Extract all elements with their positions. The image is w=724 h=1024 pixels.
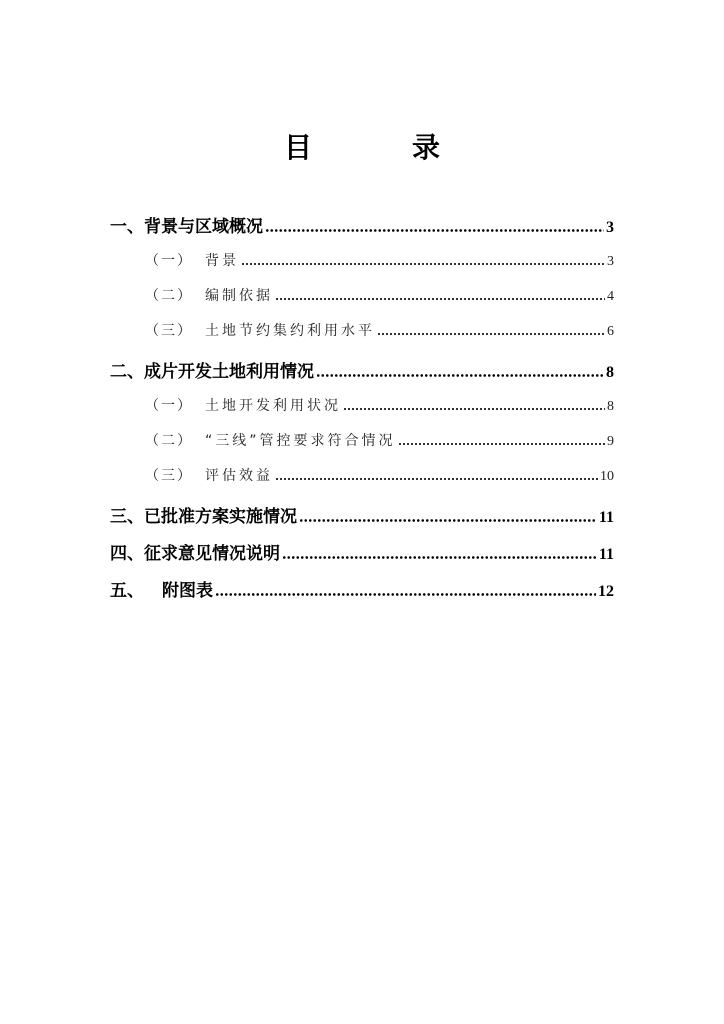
toc-entry-number: 三、 bbox=[110, 507, 144, 527]
toc-page-number: 6 bbox=[607, 324, 614, 339]
toc-entry-4[interactable] bbox=[110, 539, 614, 564]
toc-entry-label: 已批准方案实施情况 bbox=[144, 507, 297, 527]
dot-leader bbox=[377, 331, 605, 335]
dot-leader bbox=[275, 476, 598, 480]
toc-entry-title bbox=[110, 576, 213, 601]
toc-page-number: 8 bbox=[606, 364, 614, 381]
dot-leader bbox=[265, 228, 604, 232]
toc-entry-number: 五、 bbox=[110, 581, 144, 601]
toc-entry-title bbox=[110, 539, 280, 564]
dot-leader bbox=[316, 373, 604, 377]
dot-leader bbox=[282, 555, 597, 559]
toc-page-number: 3 bbox=[606, 219, 614, 236]
toc-page-number: 9 bbox=[607, 434, 614, 449]
toc-entry-title bbox=[145, 285, 273, 305]
toc-entry-number: （三） bbox=[145, 323, 193, 339]
toc-page-number: 11 bbox=[598, 546, 614, 563]
toc-entry-number: 四、 bbox=[110, 544, 144, 564]
toc-page-number: 10 bbox=[600, 469, 614, 484]
toc-entry-title bbox=[145, 320, 375, 340]
toc-page-number: 3 bbox=[607, 254, 614, 269]
dot-leader bbox=[343, 406, 605, 410]
toc-entry-label: 背景 bbox=[205, 253, 239, 269]
toc-entry-1-2[interactable] bbox=[145, 285, 614, 305]
toc-entry-2-3[interactable] bbox=[145, 465, 614, 485]
toc-entry-number: （二） bbox=[145, 288, 193, 304]
toc-entry-2-1[interactable] bbox=[145, 395, 614, 415]
toc-entry-title bbox=[145, 465, 273, 485]
toc-entry-label: 土地开发利用状况 bbox=[205, 398, 341, 414]
toc-entry-5[interactable] bbox=[110, 576, 614, 601]
toc-entry-title bbox=[110, 212, 263, 237]
toc-entry-label: 附图表 bbox=[162, 581, 213, 601]
toc-page-number: 4 bbox=[607, 289, 614, 304]
toc-entry-1-3[interactable] bbox=[145, 320, 614, 340]
toc-entry-number: 二、 bbox=[110, 362, 144, 382]
toc-page-number: 11 bbox=[598, 509, 614, 526]
toc-entry-title bbox=[145, 250, 239, 270]
toc-entry-title bbox=[110, 502, 297, 527]
toc-entry-label: 编制依据 bbox=[205, 288, 273, 304]
toc-entry-label: 土地节约集约利用水平 bbox=[205, 323, 375, 339]
toc-entry-label: 背景与区域概况 bbox=[144, 217, 263, 237]
toc-entry-label: 成片开发土地利用情况 bbox=[144, 362, 314, 382]
dot-leader bbox=[215, 592, 596, 596]
toc-entry-label: 评估效益 bbox=[205, 468, 273, 484]
dot-leader bbox=[275, 296, 605, 300]
dot-leader bbox=[299, 518, 597, 522]
toc-entry-number: （一） bbox=[145, 398, 193, 414]
page-title: 目 录 bbox=[283, 131, 476, 164]
toc-entry-label: “三线”管控要求符合情况 bbox=[205, 433, 396, 449]
toc-entry-title bbox=[145, 395, 341, 415]
dot-leader bbox=[398, 441, 605, 445]
toc-entry-number: （三） bbox=[145, 468, 193, 484]
toc-entry-1-1[interactable] bbox=[145, 250, 614, 270]
dot-leader bbox=[241, 261, 605, 265]
toc-entry-number: （二） bbox=[145, 433, 193, 449]
toc-entry-number: 一、 bbox=[110, 217, 144, 237]
toc-entry-2[interactable] bbox=[110, 357, 614, 382]
toc-entry-2-2[interactable] bbox=[145, 430, 614, 450]
toc-entry-1[interactable] bbox=[110, 212, 614, 237]
toc-entry-title bbox=[145, 430, 396, 450]
toc-entry-title bbox=[110, 357, 314, 382]
toc-entry-label: 征求意见情况说明 bbox=[144, 544, 280, 564]
toc-page-number: 8 bbox=[607, 399, 614, 414]
toc-entry-3[interactable] bbox=[110, 502, 614, 527]
toc-page-number: 12 bbox=[598, 583, 614, 600]
toc-entry-number: （一） bbox=[145, 253, 193, 269]
